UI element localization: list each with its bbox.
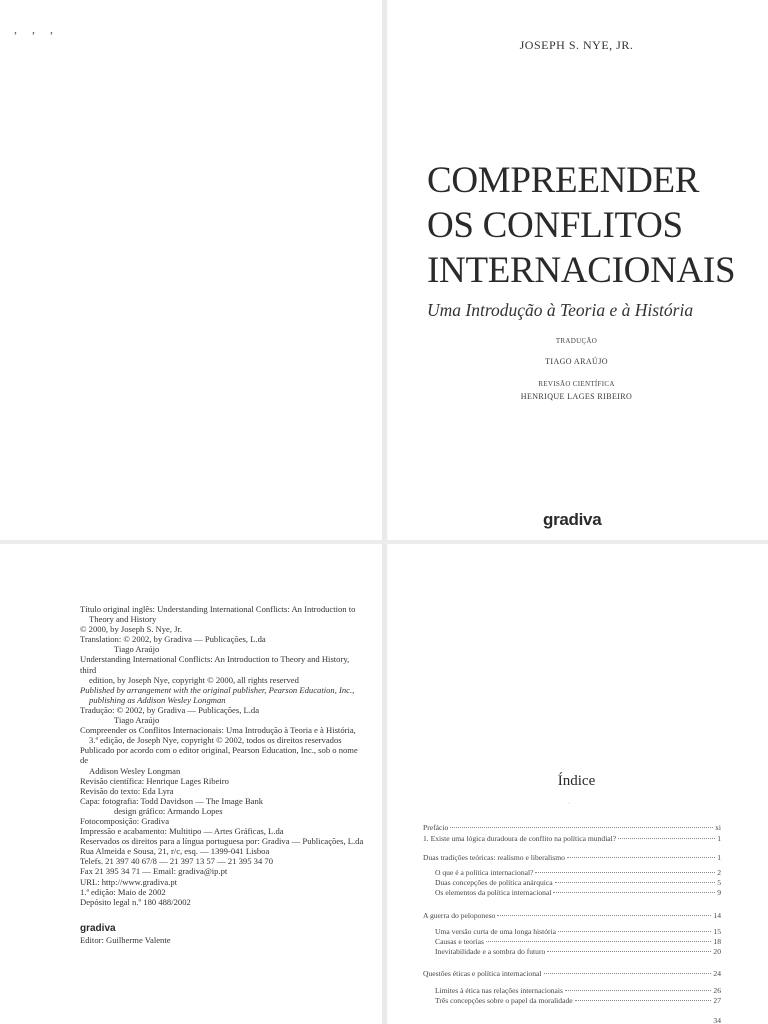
toc-entry[interactable]	[435, 947, 721, 956]
imprint-line: Tradução: © 2002, by Gradiva — Publicações, L.da	[80, 704, 260, 715]
author-name: JOSEPH S. NYE, JR.	[519, 38, 634, 52]
imprint-line: Impressão e acabamento: Multitipo — Artes Gráficas, L.da	[80, 826, 284, 837]
toc-entry[interactable]	[423, 834, 721, 843]
imprint-line: © 2000, by Joseph S. Nye, Jr.	[80, 624, 183, 635]
imprint-line: design gráfico: Armando Lopes	[114, 805, 223, 816]
toc-entry-page: 24	[713, 969, 721, 978]
book-title-line-1: COMPREENDER	[427, 160, 700, 201]
toc-entry[interactable]	[435, 878, 721, 887]
page-specks: , , ,	[14, 22, 59, 36]
imprint-line: Tiago Araújo	[114, 715, 160, 726]
imprint-line: Revisão científica: Henrique Lages Ribeiro	[80, 775, 229, 786]
imprint-line: Addison Wesley Longman	[89, 765, 181, 776]
imprint-page	[0, 544, 383, 1024]
toc-entry-page: 1	[717, 853, 721, 862]
imprint-line: Capa: fotografia: Todd Davidson — The Image Bank	[80, 795, 264, 806]
toc-entry[interactable]	[435, 937, 721, 946]
toc-entry-title: Duas concepções de política anárquica	[435, 878, 553, 887]
toc-leader	[558, 931, 711, 932]
imprint-line: Fax 21 395 34 71 — Email: gradiva@ip.pt	[80, 866, 228, 877]
imprint-block	[80, 604, 365, 907]
toc-leader	[497, 915, 711, 916]
review-label: REVISÃO CIENTÍFICA	[538, 380, 615, 388]
toc-entry[interactable]	[435, 888, 721, 897]
imprint-line: Compreender os Conflitos Internacionais: Uma Introdução à Teoria e à História,	[80, 725, 356, 736]
toc-entry-page: 18	[713, 937, 721, 946]
toc-leader	[575, 1000, 712, 1001]
book-subtitle: Uma Introdução à Teoria e à História	[427, 300, 694, 320]
toc-leader	[567, 857, 715, 858]
imprint-line: Published by arrangement with the original publisher, Pearson Education, Inc.,	[80, 684, 355, 695]
toc-entry-title: Causas e teorias	[435, 937, 484, 946]
toc-entry[interactable]	[423, 969, 721, 978]
imprint-line: Revisão do texto: Eda Lyra	[80, 785, 174, 796]
toc-entry-title: 1. Existe uma lógica duradoura de conflito na política mundial?	[423, 834, 617, 843]
vertical-gutter	[382, 0, 386, 1024]
toc-entry-page: 15	[713, 927, 721, 936]
index-page	[385, 544, 768, 1024]
imprint-line: 1.ª edição: Maio de 2002	[80, 886, 166, 897]
book-title-line-2: OS CONFLITOS	[427, 205, 683, 246]
book-title-line-3: INTERNACIONAIS	[427, 250, 736, 291]
toc-leader	[544, 973, 712, 974]
toc-entry-title: Inevitabilidade e a sombra do futuro	[435, 947, 546, 956]
toc-entry-title: Os elementos da política internacional	[435, 888, 552, 897]
toc-entry-page: 1	[717, 834, 721, 843]
publisher-logo: gradiva	[543, 510, 602, 529]
toc-entry[interactable]	[435, 996, 721, 1005]
translator-name: TIAGO ARAÚJO	[545, 357, 608, 366]
imprint-line: Publicado por acordo com o editor original, Pearson Education, Inc., sob o nome de	[80, 745, 358, 766]
title-page	[385, 0, 768, 540]
toc-entry-page: 5	[717, 878, 721, 887]
toc-entry-page: 9	[717, 888, 721, 897]
toc-entry-title: Prefácio	[423, 823, 449, 832]
toc-entry-title: Limites à ética nas relações internacionais	[435, 986, 563, 995]
toc-leader	[565, 990, 711, 991]
publisher-logo-small: gradiva	[80, 923, 116, 934]
toc-entry-title: Três concepções sobre o papel da moralidade	[435, 996, 573, 1005]
imprint-line: edition, by Joseph Nye, copyright © 2000, all rights reserved	[89, 674, 299, 685]
toc-leader	[486, 941, 711, 942]
imprint-line: Tiago Araújo	[114, 644, 160, 655]
imprint-line: Fotocomposição: Gradiva	[80, 815, 170, 826]
toc-entry[interactable]	[435, 986, 721, 995]
editor-credit: Editor: Guilherme Valente	[80, 935, 171, 945]
toc-leader	[450, 827, 713, 828]
toc-leader	[535, 872, 715, 873]
toc-entry-page: 34	[713, 1016, 721, 1024]
reviewer-name: HENRIQUE LAGES RIBEIRO	[520, 392, 633, 401]
imprint-line: publishing as Addison Wesley Longman	[89, 694, 226, 705]
horizontal-gutter	[0, 540, 768, 544]
imprint-line: Theory and History	[89, 614, 157, 625]
imprint-line: Rua Almeida e Sousa, 21, r/c, esq. — 1399-041 Lisboa	[80, 846, 270, 857]
imprint-line: Translation: © 2002, by Gradiva — Publicações, L.da	[80, 634, 266, 645]
toc-entry[interactable]	[435, 927, 721, 936]
index-ornament: ·	[568, 801, 570, 807]
imprint-line: Depósito legal n.º 180 488/2002	[80, 896, 191, 907]
blank-page	[0, 0, 383, 540]
toc-entry-page: 27	[713, 996, 721, 1005]
toc-entry-page: 26	[713, 986, 721, 995]
toc-entry-page: xi	[715, 823, 721, 832]
toc-leader	[547, 951, 711, 952]
toc-entry-title: Duas tradições teóricas: realismo e liberalismo	[423, 853, 565, 862]
toc-entry-page: 14	[713, 911, 721, 920]
index-title: Índice	[557, 773, 596, 789]
imprint-line: Título original inglês: Understanding International Conflicts: An Introduction to	[80, 604, 356, 614]
toc-entry[interactable]	[423, 823, 721, 832]
imprint-line: 3.ª edição, de Joseph Nye, copyright © 2002, todos os direitos reservados	[89, 735, 342, 746]
toc-entry[interactable]	[423, 911, 721, 920]
imprint-line: Reservados os direitos para a língua portuguesa por: Gradiva — Publicações, L.da	[80, 836, 364, 847]
toc-entry[interactable]	[435, 868, 721, 877]
imprint-line: URL: http://www.gradiva.pt	[80, 876, 178, 887]
imprint-line: Telefs. 21 397 40 67/8 — 21 397 13 57 — 21 395 34 70	[80, 856, 273, 867]
toc-entry-title: Uma versão curta de uma longa história	[435, 927, 557, 936]
toc-entry-title: Questões éticas e política internacional	[423, 969, 542, 978]
toc-leader	[555, 882, 716, 883]
toc-leader	[553, 892, 715, 893]
imprint-line: Understanding International Conflicts: An Introduction to Theory and History, third	[80, 654, 350, 675]
toc-leader	[618, 838, 715, 839]
toc-entry-title: O que é a política internacional?	[435, 868, 534, 877]
toc-entry-cutoff	[435, 1016, 721, 1024]
toc-entry[interactable]	[423, 853, 721, 862]
toc-entry-page: 20	[713, 947, 721, 956]
translation-label: TRADUÇÃO	[555, 337, 598, 345]
toc-entry-page: 2	[717, 868, 721, 877]
toc-entry-title: A guerra do peloponeso	[423, 911, 496, 920]
